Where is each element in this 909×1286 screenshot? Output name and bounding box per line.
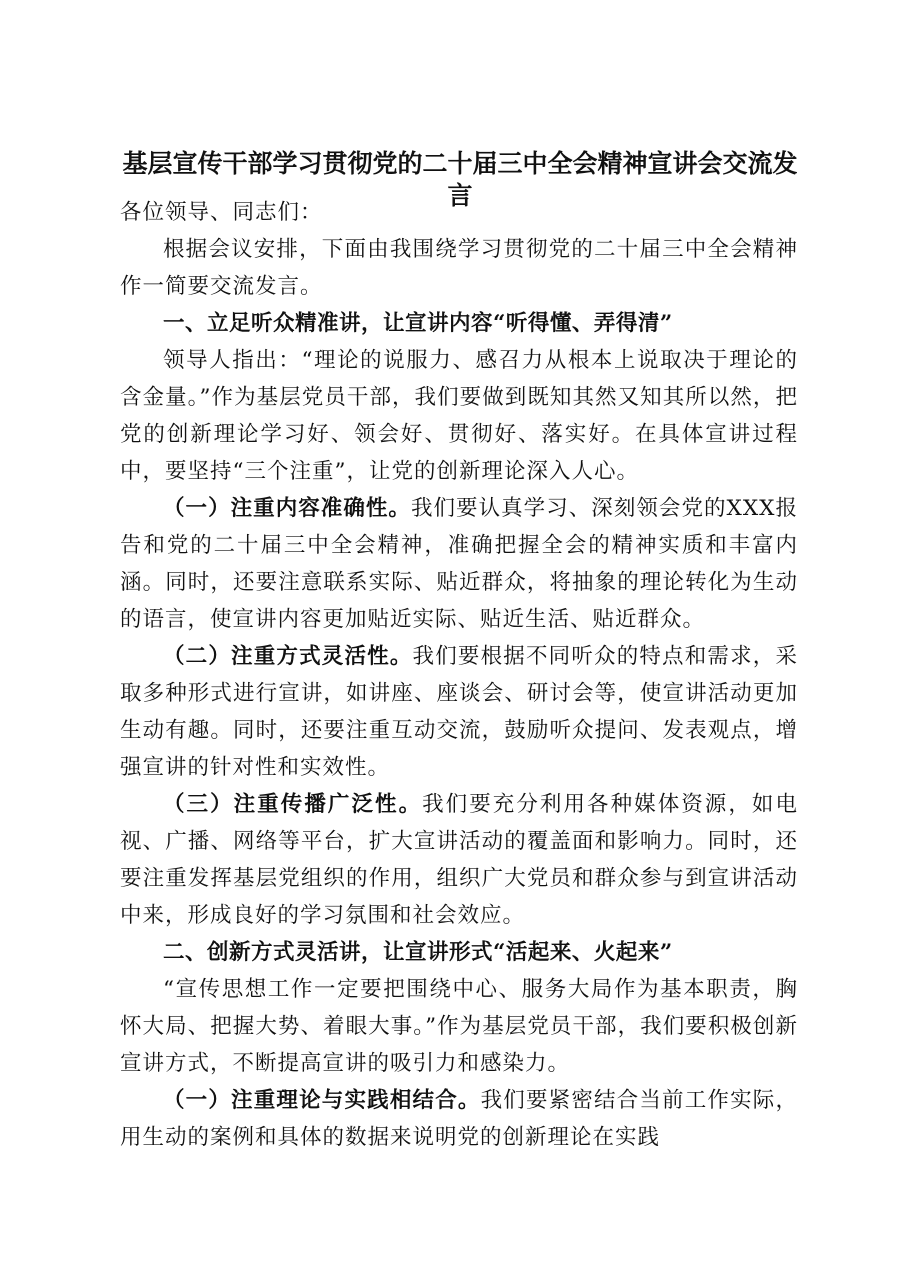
- section-1-item-2: [120, 638, 798, 786]
- section-2-item-1-lead: （一）注重理论与实践相结合。: [163, 1088, 481, 1113]
- section-2-heading: 二、创新方式灵活讲，让宣讲形式“活起来、火起来”: [163, 940, 673, 965]
- section-1-item-2-text: 我们要根据不同听众的特点和需求，采取多种形式进行宣讲，如讲座、座谈会、研讨会等，使宣讲活动更加生动有趣。同时，还要注重互动交流，鼓励听众提问、发表观点，增强宣讲的针对性和实效性。: [120, 644, 798, 780]
- section-1-item-1-lead: （一）注重内容准确性。: [163, 496, 411, 521]
- section-1-item-3-lead: （三）注重传播广泛性。: [163, 792, 423, 817]
- section-2-body: “宣传思想工作一定要把围绕中心、服务大局作为基本职责，胸怀大局、把握大势、着眼大事。”作为基层党员干部，我们要积极创新宣讲方式，不断提高宣讲的吸引力和感染力。: [120, 977, 798, 1076]
- section-1-body: 领导人指出：“理论的说服力、感召力从根本上说取决于理论的含金量。”作为基层党员干部，我们要做到既知其然又知其所以然，把党的创新理论学习好、领会好、贯彻好、落实好。在具体宣讲过程中，要坚持“三个注重”，让党的创新理论深入人心。: [120, 348, 798, 484]
- section-2-item-1-text: 我们要紧密结合当前工作实际，用生动的案例和具体的数据来说明党的创新理论在实践: [120, 1088, 798, 1150]
- section-1-item-1-text: 我们要认真学习、深刻领会党的XXX报告和党的二十届三中全会精神，准确把握全会的精神实质和丰富内涵。同时，还要注意联系实际、贴近群众，将抽象的理论转化为生动的语言，使宣讲内容更加贴近实际、贴近生活、贴近群众。: [120, 496, 798, 632]
- section-1-item-1: [120, 490, 798, 638]
- document-title: 基层宣传干部学习贯彻党的二十届三中全会精神宣讲会交流发言: [122, 149, 798, 210]
- intro-paragraph: 根据会议安排，下面由我围绕学习贯彻党的二十届三中全会精神作一简要交流发言。: [120, 237, 798, 299]
- section-1-item-2-lead: （二）注重方式灵活性。: [163, 644, 413, 669]
- salutation: 各位领导、同志们：: [120, 200, 323, 225]
- section-1-item-3: [120, 786, 798, 934]
- document-body: [120, 194, 798, 1156]
- section-1-item-3-text: 我们要充分利用各种媒体资源，如电视、广播、网络等平台，扩大宣讲活动的覆盖面和影响力。同时，还要注重发挥基层党组织的作用，组织广大党员和群众参与到宣讲活动中来，形成良好的学习氛围和社会效应。: [120, 792, 798, 928]
- section-2-item-1: [120, 1082, 798, 1156]
- section-1-heading: 一、立足听众精准讲，让宣讲内容“听得懂、弄得清”: [163, 311, 673, 336]
